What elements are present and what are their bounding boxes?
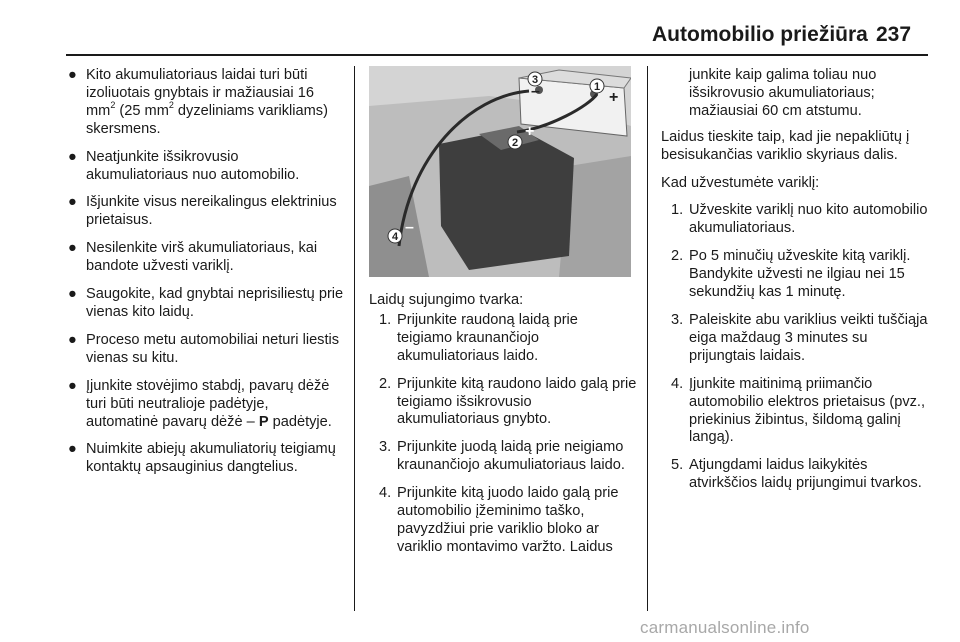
plus-sign-icon: + bbox=[525, 123, 535, 140]
list-item: ● Išjunkite visus nereikalingus elektrinius prietaisus. bbox=[68, 194, 337, 229]
callout-2 bbox=[508, 135, 522, 149]
starting-column bbox=[661, 67, 933, 503]
bullet-icon: ● bbox=[68, 240, 77, 257]
start-engine-intro: Kad užvestumėte variklį: bbox=[661, 174, 820, 191]
header-rule bbox=[66, 54, 928, 56]
bullet-icon: ● bbox=[68, 286, 77, 303]
bullet-icon: ● bbox=[68, 441, 77, 458]
engine-bay-illustration bbox=[369, 66, 631, 277]
list-item: 1. Prijunkite raudoną laidą prie teigiamo kraunančiojo akumuliatoriaus laido. bbox=[379, 311, 578, 364]
list-item: 4. Prijunkite kitą juodo laido galą prie automobilio įžeminimo taško, pavyzdžiui prie variklio bloko ar variklio montavimo varžto. Laidus bbox=[379, 485, 619, 555]
callout-label: 3 bbox=[531, 74, 539, 86]
page-title: Automobilio priežiūra bbox=[652, 23, 868, 46]
start-steps bbox=[661, 202, 933, 493]
callout-label: 4 bbox=[391, 231, 399, 243]
plus-sign-icon: + bbox=[609, 89, 619, 106]
list-item: 2. Po 5 minučių užveskite kitą variklį. Bandykite užvesti ne ilgiau nei 15 sekundžių kas 1 minutę. bbox=[671, 248, 911, 301]
callout-label: 2 bbox=[511, 137, 519, 149]
list-item: ● Proceso metu automobiliai neturi liestis vienas su kitu. bbox=[68, 331, 340, 366]
list-item: 3. Paleiskite abu variklius veikti tuščiąja eiga maždaug 3 minutes su prijungtais laidais. bbox=[671, 311, 928, 364]
callout-4 bbox=[388, 229, 402, 243]
precautions-column bbox=[66, 67, 344, 487]
callout-label: 1 bbox=[593, 81, 601, 93]
list-item: 3. Prijunkite juodą laidą prie neigiamo kraunančiojo akumuliatoriaus laido. bbox=[379, 439, 625, 474]
bullet-icon: ● bbox=[68, 331, 77, 348]
bullet-icon: ● bbox=[68, 148, 77, 165]
minus-sign-icon: – bbox=[405, 219, 414, 236]
list-item: 1. Užveskite variklį nuo kito automobilio akumuliatoriaus. bbox=[671, 202, 928, 237]
precautions-list bbox=[66, 67, 344, 477]
list-item: ● Saugokite, kad gnybtai neprisiliestų prie vienas kito laidų. bbox=[68, 286, 344, 320]
watermark: carmanualsonline.info bbox=[640, 618, 810, 637]
connection-steps bbox=[369, 312, 637, 557]
bullet-icon: ● bbox=[68, 194, 77, 211]
list-item: 5. Atjungdami laidus laikykitės atvirkščios laidų prijungimui tvarkos. bbox=[671, 457, 922, 492]
step-4-continuation: junkite kaip galima toliau nuo išsikrovusio akumuliatoriaus; mažiausiai 60 cm atstumu. bbox=[689, 67, 877, 119]
bullet-icon: ● bbox=[68, 67, 77, 83]
column-divider-left bbox=[354, 66, 355, 611]
battery-connection-figure bbox=[369, 66, 631, 277]
minus-sign-icon: – bbox=[531, 83, 540, 100]
list-item: 2. Prijunkite kitą raudono laido galą prie teigiamo išsikrovusio akumuliatoriaus gnybto. bbox=[379, 375, 637, 428]
connection-order-column bbox=[369, 292, 637, 567]
connection-order-intro: Laidų sujungimo tvarka: bbox=[369, 292, 524, 308]
list-item: ● Nuimkite abiejų akumuliatorių teigiamų kontaktų apsauginius dangtelius. bbox=[68, 441, 336, 476]
list-item: ● Įjunkite stovėjimo stabdį, pavarų dėžė turi būti neutralioje padėtyje, automatinė pavarų dėžė – P padėtyje. bbox=[68, 377, 332, 430]
list-item: ● Neatjunkite išsikrovusio akumuliatoriaus nuo automobilio. bbox=[68, 148, 300, 183]
list-item: 4. Įjunkite maitinimą priimančio automobilio elektros prietaisus (pvz., priekinius žibintus, šildomą galinį langą). bbox=[671, 375, 926, 446]
callout-1 bbox=[590, 79, 604, 93]
bullet-icon: ● bbox=[68, 377, 77, 394]
cable-routing-paragraph: Laidus tieskite taip, kad jie nepakliūtų į besisukančias variklio skyriaus dalis. bbox=[661, 128, 910, 163]
page-header bbox=[0, 0, 960, 58]
list-item: ● Kito akumuliatoriaus laidai turi būti izoliuotais gnybtais ir mažiausiai 16 $mm^2$ (25 $mm^2$ dyzeliniams varikliams) skersmens. bbox=[68, 67, 328, 137]
page-number: 237 bbox=[876, 23, 912, 46]
column-divider-right bbox=[647, 66, 648, 611]
list-item: ● Nesilenkite virš akumuliatoriaus, kai bandote užvesti variklį. bbox=[68, 240, 318, 275]
engine-cover bbox=[439, 128, 574, 270]
